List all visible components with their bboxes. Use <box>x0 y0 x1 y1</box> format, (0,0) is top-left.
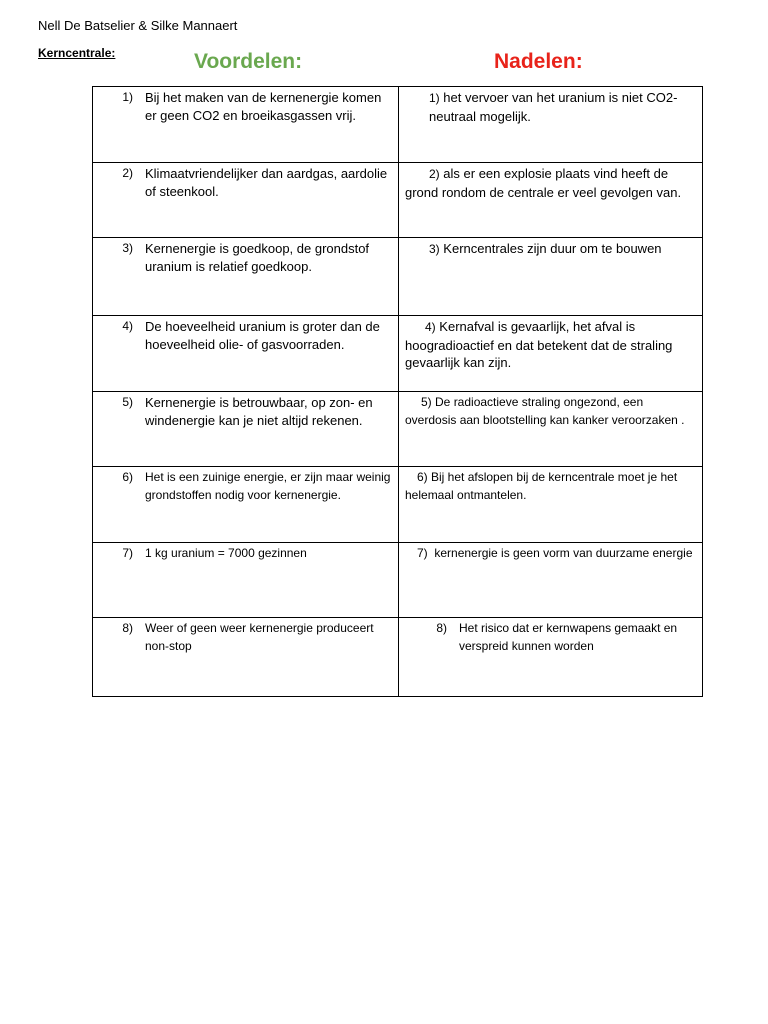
pro-text: 1 kg uranium = 7000 gezinnen <box>145 546 307 560</box>
con-cell <box>399 316 703 392</box>
con-text: Kerncentrales zijn duur om te bouwen <box>443 241 662 256</box>
con-text: Bij het afslopen bij de kerncentrale moet je het helemaal ontmantelen. <box>405 470 678 502</box>
table-row <box>93 543 703 618</box>
con-number: 2) <box>429 167 440 181</box>
con-number: 8) <box>436 621 447 635</box>
pro-number: 5) <box>122 395 133 409</box>
table-row <box>93 238 703 316</box>
cons-heading: Nadelen: <box>494 50 583 73</box>
con-number: 6) <box>417 470 428 484</box>
topic-title: Kerncentrale: <box>38 46 116 60</box>
con-number: 5) <box>421 395 432 409</box>
pro-cell <box>93 163 399 238</box>
con-text: het vervoer van het uranium is niet CO2-neutraal mogelijk. <box>429 90 678 124</box>
con-number: 3) <box>429 242 440 256</box>
pro-text: Kernenergie is goedkoop, de grondstof uranium is relatief goedkoop. <box>145 241 370 274</box>
con-text: De radioactieve straling ongezond, een overdosis aan blootstelling kan kanker veroorzaken . <box>405 395 685 427</box>
con-cell <box>399 163 703 238</box>
pro-text: Het is een zuinige energie, er zijn maar weinig grondstoffen nodig voor kernenergie. <box>145 470 391 502</box>
con-cell <box>399 467 703 543</box>
pro-cell <box>93 618 399 697</box>
con-text: Kernafval is gevaarlijk, het afval is hoogradioactief en dat betekent dat de straling gevaarlijk kan zijn. <box>405 319 673 370</box>
table-row <box>93 392 703 467</box>
author-names: Nell De Batselier & Silke Mannaert <box>38 18 238 33</box>
pro-text: Kernenergie is betrouwbaar, op zon- en windenergie kan je niet altijd rekenen. <box>145 395 373 428</box>
table-row <box>93 87 703 163</box>
con-number: 1) <box>429 91 440 105</box>
con-cell <box>399 87 703 163</box>
con-text: kernenergie is geen vorm van duurzame energie <box>434 546 693 560</box>
table-row <box>93 618 703 697</box>
con-number: 7) <box>417 546 428 560</box>
pro-number: 1) <box>122 90 133 104</box>
pros-heading: Voordelen: <box>194 50 303 73</box>
pro-text: Klimaatvriendelijker dan aardgas, aardolie of steenkool. <box>145 166 388 199</box>
pro-text: Bij het maken van de kernenergie komen er geen CO2 en broeikasgassen vrij. <box>145 90 382 123</box>
pro-number: 8) <box>122 621 133 635</box>
pro-number: 6) <box>122 470 133 484</box>
pro-cell <box>93 543 399 618</box>
con-cell <box>399 392 703 467</box>
pro-number: 4) <box>122 319 133 333</box>
con-text: Het risico dat er kernwapens gemaakt en verspreid kunnen worden <box>459 621 678 653</box>
con-cell <box>399 543 703 618</box>
pro-text: De hoeveelheid uranium is groter dan de hoeveelheid olie- of gasvoorraden. <box>145 319 380 352</box>
pro-cell <box>93 316 399 392</box>
con-number: 4) <box>425 320 436 334</box>
pro-number: 2) <box>122 166 133 180</box>
table-row <box>93 316 703 392</box>
pro-cell <box>93 87 399 163</box>
pros-cons-table <box>92 86 703 697</box>
pro-number: 7) <box>122 546 133 560</box>
table-row <box>93 163 703 238</box>
pro-cell <box>93 392 399 467</box>
pro-cell <box>93 238 399 316</box>
pro-text: Weer of geen weer kernenergie produceert non-stop <box>145 621 374 653</box>
pro-cell <box>93 467 399 543</box>
table-row <box>93 467 703 543</box>
pro-number: 3) <box>122 241 133 255</box>
con-cell <box>399 618 703 697</box>
con-text: als er een explosie plaats vind heeft de grond rondom de centrale er veel gevolgen van. <box>405 166 682 200</box>
con-cell <box>399 238 703 316</box>
